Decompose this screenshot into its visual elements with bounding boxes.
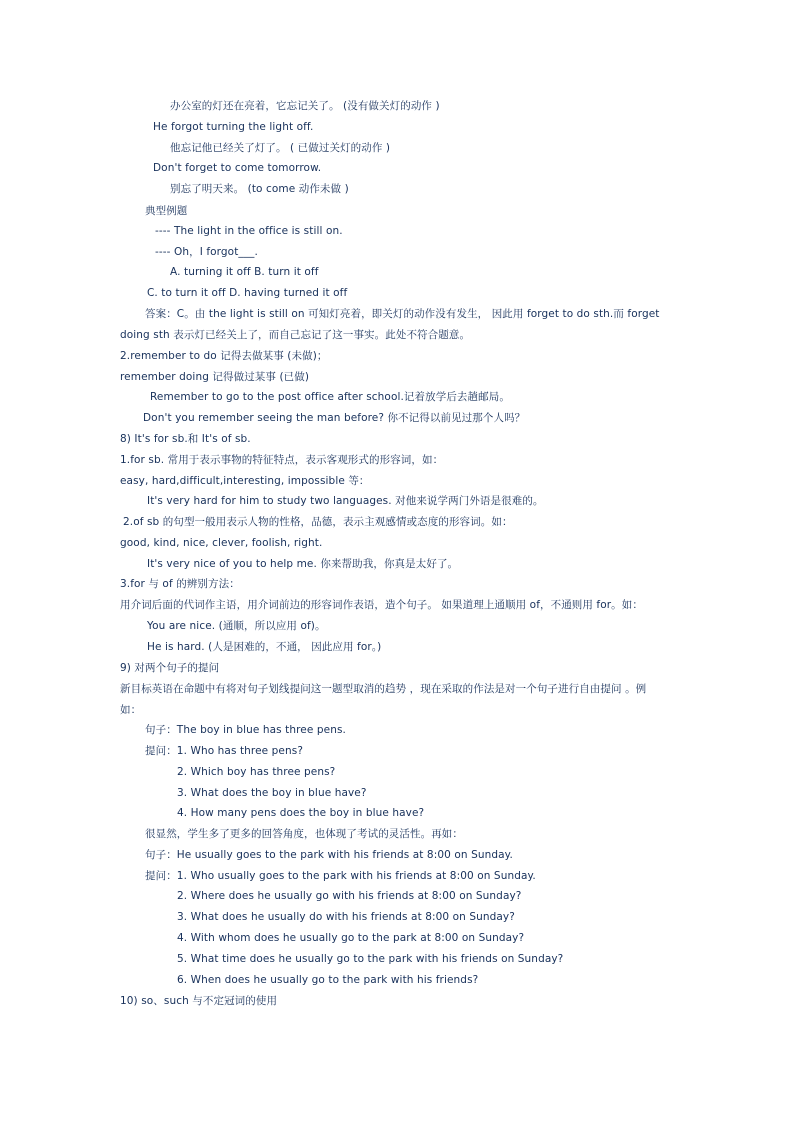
question-item: 3. What does he usually do with his friends at 8:00 on Sunday? xyxy=(177,911,515,923)
question-item: 4. With whom does he usually go to the park at 8:00 on Sunday? xyxy=(177,932,525,944)
text-line: 1.for sb. 常用于表示事物的特征特点，表示客观形式的形容词，如： xyxy=(120,454,444,466)
text-line: 他忘记他已经关了灯了。 ( 已做过关灯的动作 ) xyxy=(170,142,391,154)
text-line: remember doing 记得做过某事 (已做) xyxy=(120,371,310,383)
text-line: 2.of sb 的句型一般用表示人物的性格，品德，表示主观感情或态度的形容词。如： xyxy=(123,516,513,528)
question-item: 6. When does he usually go to the park with his friends? xyxy=(177,974,479,986)
answer-option: A. turning it off B. turn it off xyxy=(170,266,319,278)
text-line: Don't forget to come tomorrow. xyxy=(153,162,322,174)
question-item: 提问：1. Who has three pens? xyxy=(145,745,303,757)
text-line: Don't you remember seeing the man before? 你不记得以前见过那个人吗？ xyxy=(143,412,526,424)
text-line: easy, hard,difficult,interesting, impossible 等： xyxy=(120,475,370,487)
question-item: 2. Where does he usually go with his friends at 8:00 on Sunday? xyxy=(177,890,522,902)
text-line: 2.remember to do 记得去做某事 (未做)； xyxy=(120,350,328,362)
section-heading: 10) so、such 与不定冠词的使用 xyxy=(120,995,278,1007)
text-line: 答案：C。由 the light is still on 可知灯亮着，即关灯的动作没有发生， 因此用 forget to do sth.而 forget xyxy=(145,308,660,320)
text-line: 如： xyxy=(120,704,142,716)
text-line: good, kind, nice, clever, foolish, right. xyxy=(120,537,323,549)
text-line: doing sth 表示灯已经关上了，而自己忘记了这一事实。此处不符合题意。 xyxy=(120,329,471,341)
text-line: 句子：He usually goes to the park with his friends at 8:00 on Sunday. xyxy=(145,849,513,861)
text-line: You are nice. (通顺，所以应用 of)。 xyxy=(147,620,326,632)
question-item: 5. What time does he usually go to the park with his friends on Sunday? xyxy=(177,953,564,965)
text-line: 新目标英语在命题中有将对句子划线提问这一题型取消的趋势 ，现在采取的作法是对一个句子进行自由提问 。例 xyxy=(120,683,647,695)
question-item: 3. What does the boy in blue have? xyxy=(177,787,367,799)
question-item: 4. How many pens does the boy in blue have? xyxy=(177,807,425,819)
text-line: ---- Oh，I forgot___. xyxy=(155,246,258,258)
text-line: He forgot turning the light off. xyxy=(153,121,314,133)
text-line: It's very hard for him to study two languages. 对他来说学两门外语是很难的。 xyxy=(147,495,544,507)
text-line: 用介词后面的代词作主语，用介词前边的形容词作表语，造个句子。 如果道理上通顺用 of，不通则用 for。如： xyxy=(120,599,643,611)
section-heading: 8) It's for sb.和 It's of sb. xyxy=(120,433,251,445)
answer-option: C. to turn it off D. having turned it off xyxy=(147,287,348,299)
text-line: 句子：The boy in blue has three pens. xyxy=(145,724,346,736)
text-line: ---- The light in the office is still on. xyxy=(155,225,343,237)
text-line: 办公室的灯还在亮着，它忘记关了。 (没有做关灯的动作 ) xyxy=(170,100,440,112)
text-line: 3.for 与 of 的辨别方法： xyxy=(120,578,240,590)
text-line: 很显然，学生多了更多的回答角度，也体现了考试的灵活性。再如： xyxy=(145,828,463,840)
section-heading: 9) 对两个句子的提问 xyxy=(120,662,220,674)
question-item: 提问：1. Who usually goes to the park with his friends at 8:00 on Sunday. xyxy=(145,870,536,882)
text-line: Remember to go to the post office after school.记着放学后去趟邮局。 xyxy=(150,391,510,403)
question-item: 2. Which boy has three pens? xyxy=(177,766,336,778)
text-line: It's very nice of you to help me. 你来帮助我，你真是太好了。 xyxy=(147,558,459,570)
text-line: He is hard. (人是困难的，不通， 因此应用 for。) xyxy=(147,641,382,653)
section-heading: 典型例题 xyxy=(145,205,188,217)
text-line: 别忘了明天来。 (to come 动作未做 ) xyxy=(170,183,349,195)
